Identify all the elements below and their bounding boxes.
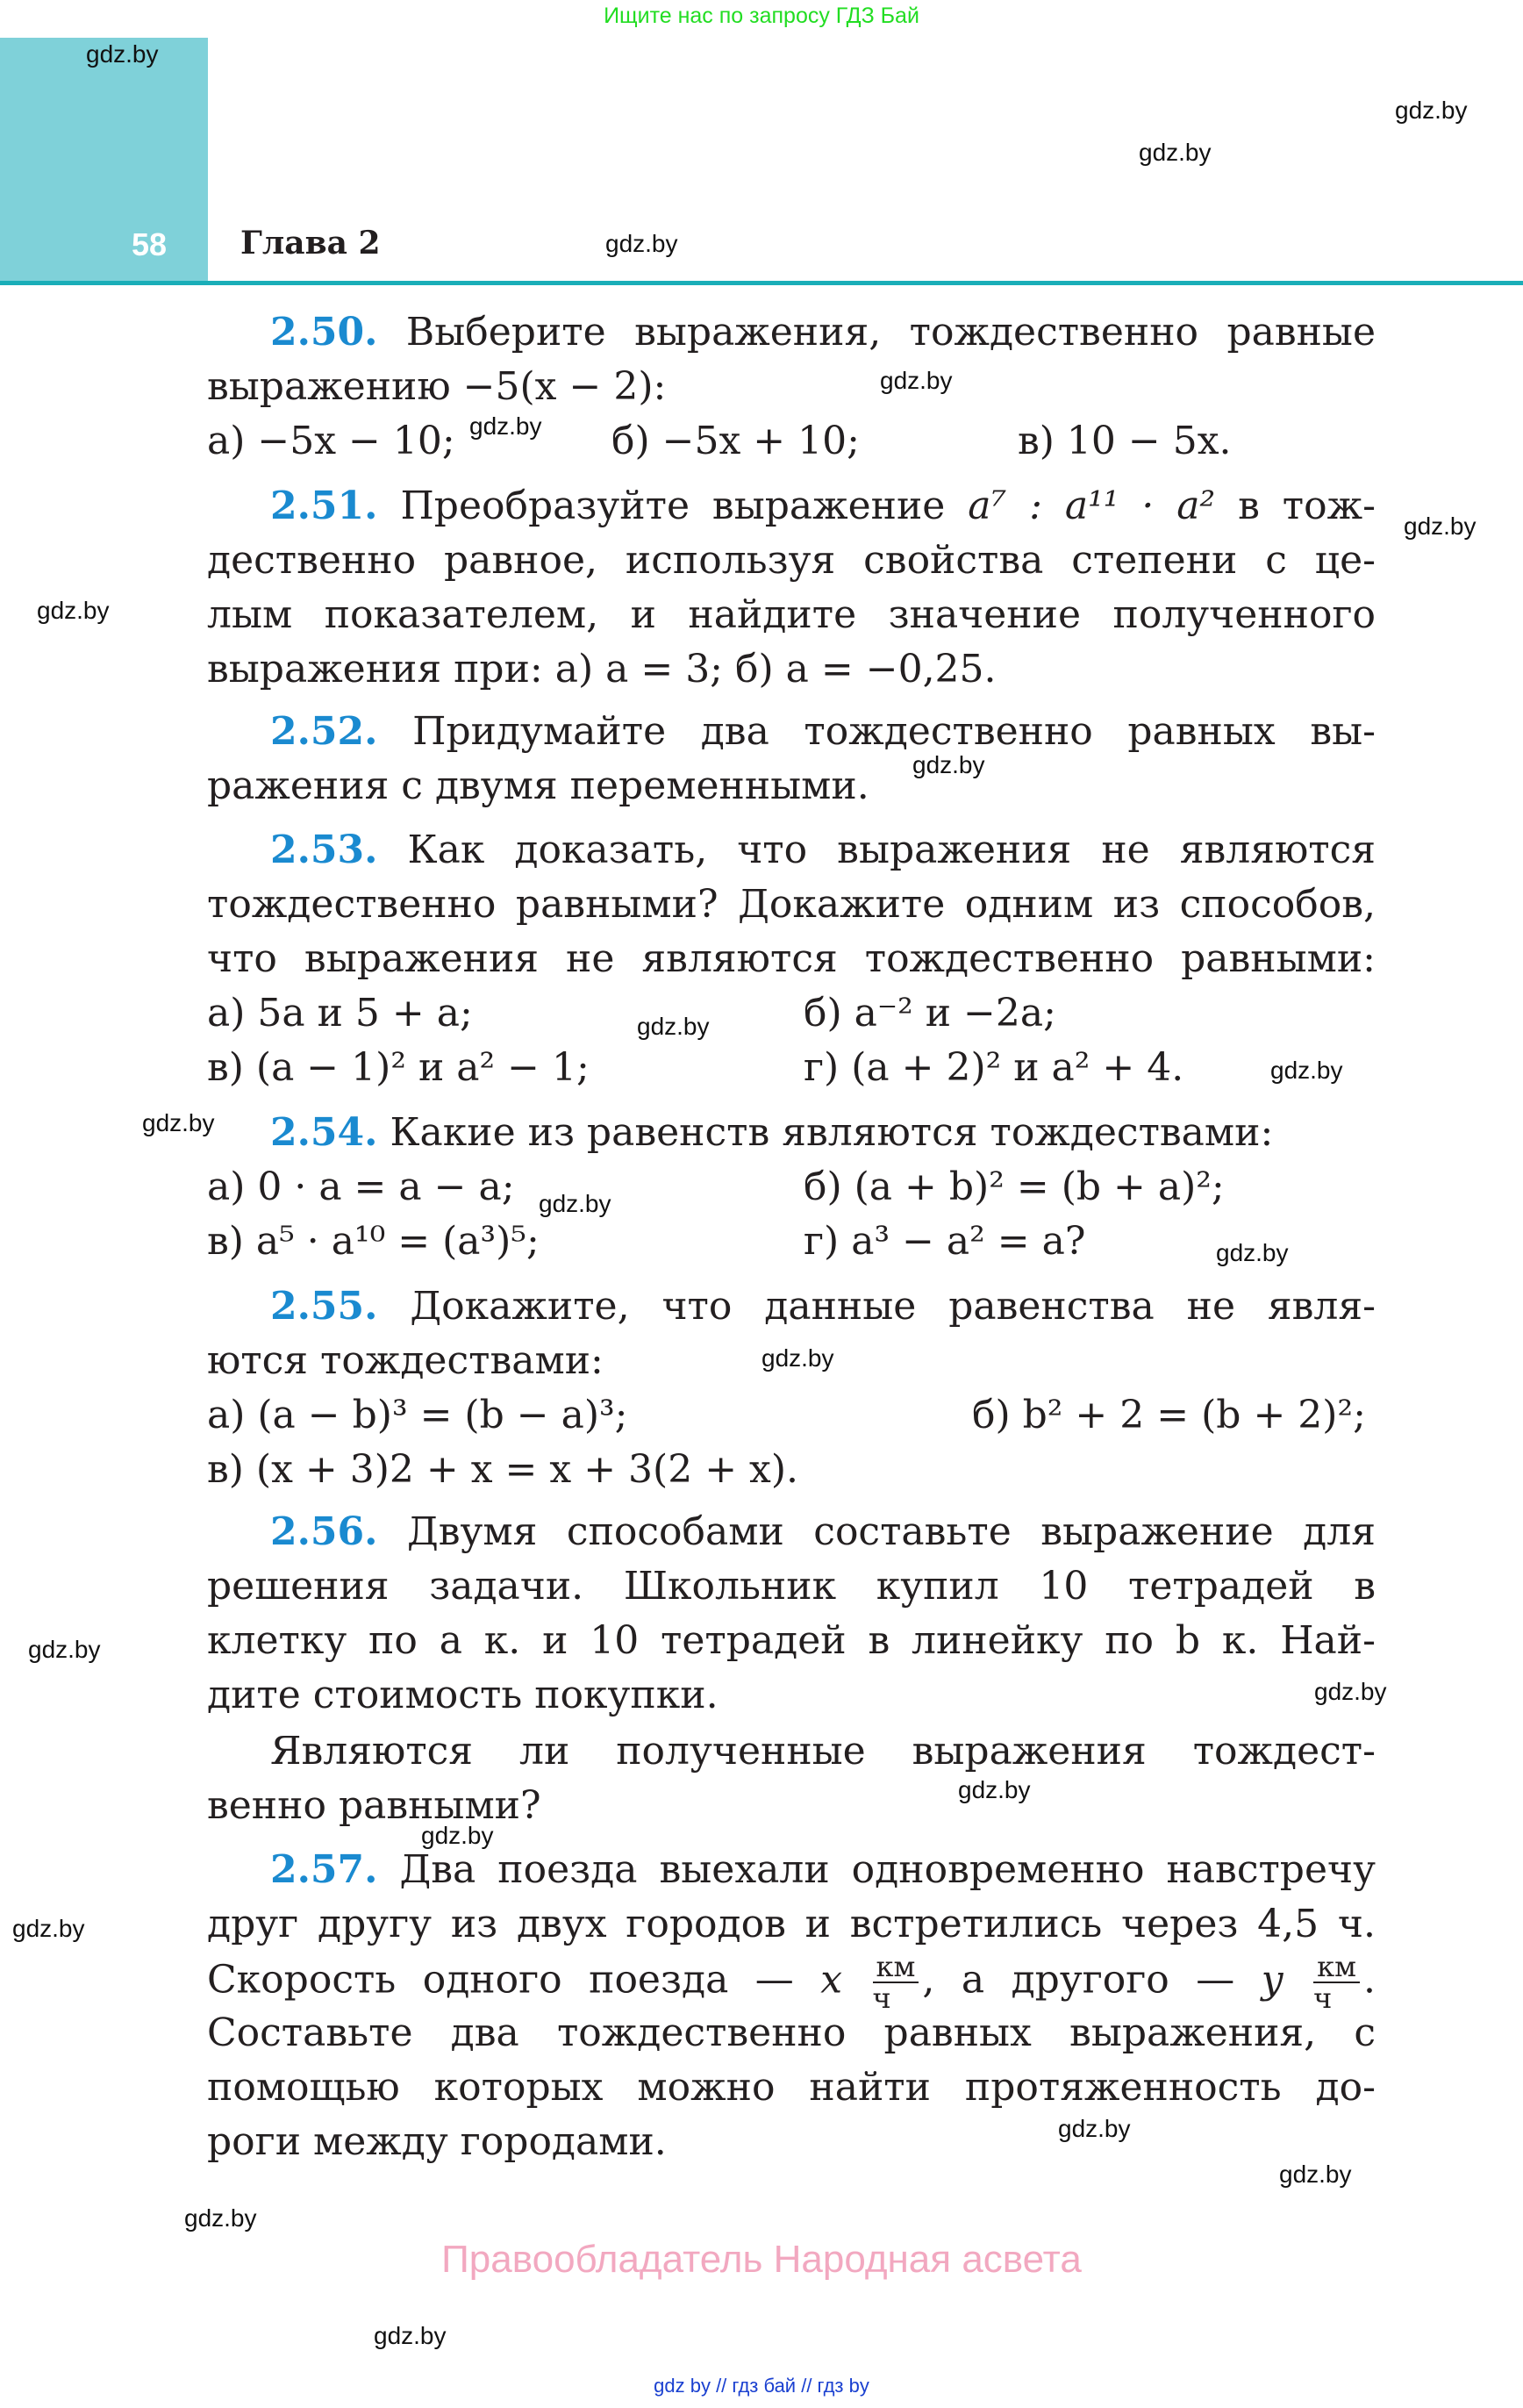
header-rule	[0, 281, 1523, 285]
option-a: а) 0 · a = a − a;	[207, 1165, 515, 1209]
top-search-note: Ищите нас по запросу ГДЗ Бай	[604, 4, 919, 28]
watermark: gdz.by	[880, 367, 953, 394]
option-a: а) −5x − 10;	[207, 419, 455, 463]
watermark: gdz.by	[1139, 139, 1212, 166]
unit-fraction: $\frac{км}{ч}$	[873, 1952, 919, 2013]
option-a: а) 5a и 5 + a;	[207, 991, 473, 1036]
exercise-number: 2.57.	[270, 1847, 378, 1892]
unit-fraction: $\frac{км}{ч}$	[1313, 1952, 1360, 2013]
watermark: gdz.by	[637, 1013, 710, 1040]
watermark: gdz.by	[605, 230, 678, 257]
watermark: gdz.by	[469, 412, 542, 440]
option-v: в) a⁵ · a¹⁰ = (a³)⁵;	[207, 1219, 540, 1264]
option-b: б) b² + 2 = (b + 2)²;	[972, 1393, 1366, 1437]
watermark: gdz.by	[1058, 2115, 1131, 2142]
page-number: 58	[132, 226, 168, 262]
watermark: gdz.by	[1404, 512, 1477, 540]
copyright-owner-note: Правообладатель Народная асвета	[441, 2238, 1082, 2281]
option-b: б) a⁻² и −2a;	[804, 991, 1056, 1036]
option-b: б) (a + b)² = (b + a)²;	[804, 1165, 1225, 1209]
exercise-number: 2.55.	[270, 1284, 378, 1329]
watermark: gdz.by	[539, 1190, 611, 1217]
exercise-number: 2.51.	[270, 484, 378, 528]
page-corner-block	[0, 38, 208, 282]
chapter-title: Глава 2	[240, 225, 381, 262]
exercise-number: 2.50.	[270, 310, 378, 355]
watermark: gdz.by	[1395, 97, 1468, 124]
watermark: gdz.by	[28, 1636, 101, 1663]
exercise-number: 2.54.	[270, 1110, 378, 1155]
option-g: г) (a + 2)² и a² + 4.	[804, 1045, 1184, 1090]
watermark: gdz.by	[142, 1109, 215, 1136]
exercise-number: 2.52.	[270, 709, 378, 754]
watermark: gdz.by	[1270, 1057, 1343, 1084]
option-v: в) 10 − 5x.	[1018, 419, 1232, 463]
exercise-number: 2.53.	[270, 828, 378, 872]
watermark: gdz.by	[958, 1776, 1031, 1803]
watermark: gdz.by	[374, 2322, 447, 2349]
option-v: в) (x + 3)2 + x = x + 3(2 + x).	[207, 1447, 799, 1492]
watermark: gdz.by	[37, 597, 110, 624]
watermark: gdz.by	[184, 2204, 257, 2232]
footer-links[interactable]: gdz by // гдз бай // гдз by	[654, 2375, 869, 2397]
option-g: г) a³ − a² = a?	[804, 1219, 1086, 1264]
watermark: gdz.by	[12, 1915, 85, 1942]
watermark: gdz.by	[1314, 1678, 1387, 1705]
exercise-number: 2.56.	[270, 1509, 378, 1554]
watermark: gdz.by	[421, 1822, 494, 1849]
watermark: gdz.by	[912, 751, 985, 778]
option-a: а) (a − b)³ = (b − a)³;	[207, 1393, 628, 1437]
watermark: gdz.by	[86, 40, 159, 68]
watermark: gdz.by	[1279, 2161, 1352, 2188]
option-b: б) −5x + 10;	[611, 419, 860, 463]
option-v: в) (a − 1)² и a² − 1;	[207, 1045, 590, 1090]
power-expression: a⁷ : a¹¹ · a²	[968, 484, 1216, 528]
watermark: gdz.by	[762, 1344, 834, 1372]
watermark: gdz.by	[1216, 1239, 1289, 1266]
